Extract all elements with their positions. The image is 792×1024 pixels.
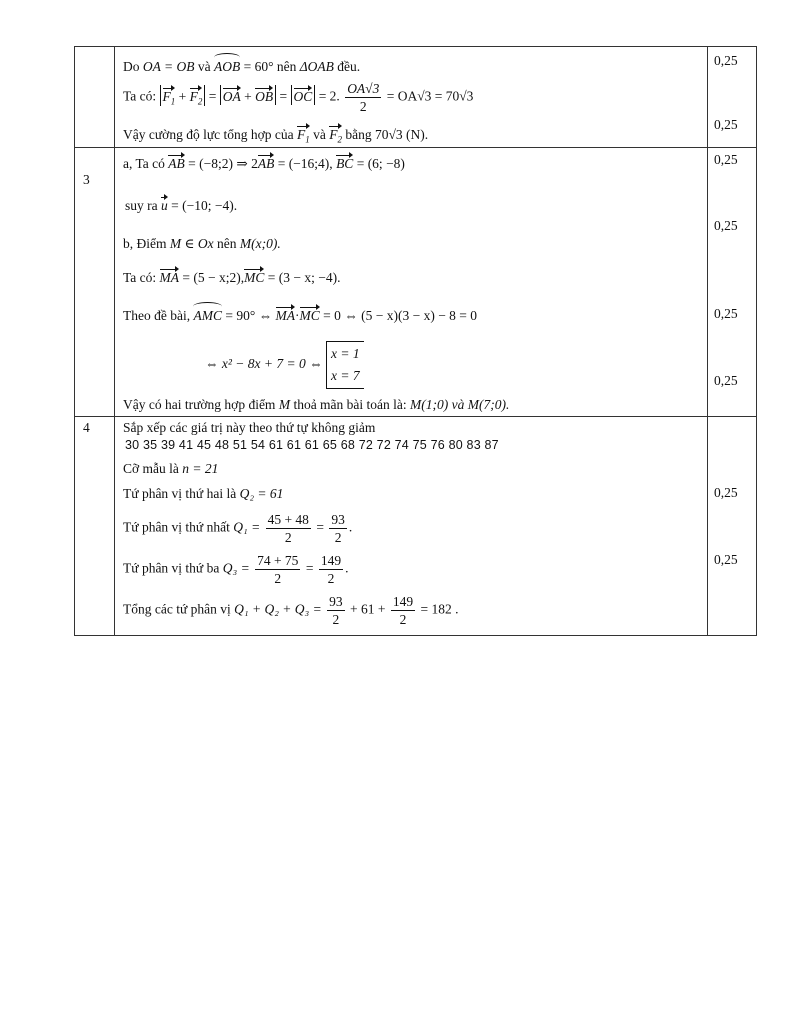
point-value: 0,25 (714, 485, 738, 500)
solution-line: a, Ta có AB = (−8;2) ⇒ 2AB = (−16;4), BC = (6; −8) (123, 152, 405, 172)
solution-line: Tứ phân vị thứ nhất Q₁ = $\frac{45 + 48}{2}$ = $\frac{93}{2}$ . (123, 512, 353, 545)
table-row (75, 417, 757, 636)
solution-line: Do OA = OB và AOB = 60° nên ΔOAB đều. (123, 53, 360, 75)
data-values: 30 35 39 41 45 48 51 54 61 61 61 65 68 72 72 74 75 76 80 83 87 (125, 438, 499, 452)
solution-line: b, Điểm M ∈ Ox nên M(x;0). (123, 236, 281, 251)
question-number-cell (75, 417, 115, 636)
solution-line: Tứ phân vị thứ ba Q₃ = $\frac{74 + 75}{2}$ = $\frac{149}{2}$ . (123, 553, 349, 586)
point-value: 0,25 (714, 218, 738, 233)
solution-line: Tổng các tứ phân vị Q₁ + Q₂ + Q₃ = $\frac{93}{2}$ + 61 + $\frac{149}{2}$ = 182 . (123, 594, 459, 627)
solution-line: Ta có: MA = (5 − x;2),MC = (3 − x; −4). (123, 266, 341, 286)
solution-cell (115, 47, 708, 148)
fraction: $\frac{OA√3}{2}$ (347, 81, 380, 114)
question-number-cell (75, 148, 115, 417)
solution-cell (115, 148, 708, 417)
point-value: 0,25 (714, 552, 738, 567)
question-number: 3 (83, 172, 90, 187)
angle-arc: AMC (193, 302, 222, 324)
solution-line: Theo đề bài, AMC = 90° ⇔ MA·MC = 0 ⇔ (5 − x)(3 − x) − 8 = 0 (123, 302, 477, 324)
solution-line: Cỡ mẫu là n = 21 (123, 461, 219, 476)
solution-line: Ta có: $F_1 + F_2$ = OA + OB = OC = 2. $\frac{OA√3}{2}$ = OA√3 = 70√3 (123, 81, 474, 114)
angle-arc: AOB (214, 53, 240, 75)
solution-line: Vậy có hai trường hợp điểm M thoả mãn bài toán là: M(1;0) và M(7;0). (123, 397, 510, 412)
solution-table (74, 46, 757, 636)
point-value: 0,25 (714, 373, 738, 388)
point-value: 0,25 (714, 152, 738, 167)
solution-bracket: x = 1 x = 7 (326, 341, 364, 389)
question-number: 4 (83, 420, 90, 435)
point-value: 0,25 (714, 117, 738, 132)
points-cell (708, 417, 757, 636)
point-value: 0,25 (714, 306, 738, 321)
solution-cell (115, 417, 708, 636)
table-row (75, 148, 757, 417)
question-number-cell (75, 47, 115, 148)
solution-line: ⇔ x² − 8x + 7 = 0 ⇔ x = 1 x = 7 (205, 341, 364, 389)
solution-line: suy ra u = (−10; −4). (125, 194, 237, 214)
points-cell (708, 47, 757, 148)
solution-line: Sắp xếp các giá trị này theo thứ tự không giảm (123, 420, 376, 435)
solution-line: Tứ phân vị thứ hai là Q₂ = 61 (123, 486, 284, 501)
points-cell (708, 148, 757, 417)
table-row (75, 47, 757, 148)
point-value: 0,25 (714, 53, 738, 68)
solution-line: Vậy cường độ lực tổng hợp của $F_1$ và $F_2$ bằng 70√3 (N). (123, 123, 428, 145)
